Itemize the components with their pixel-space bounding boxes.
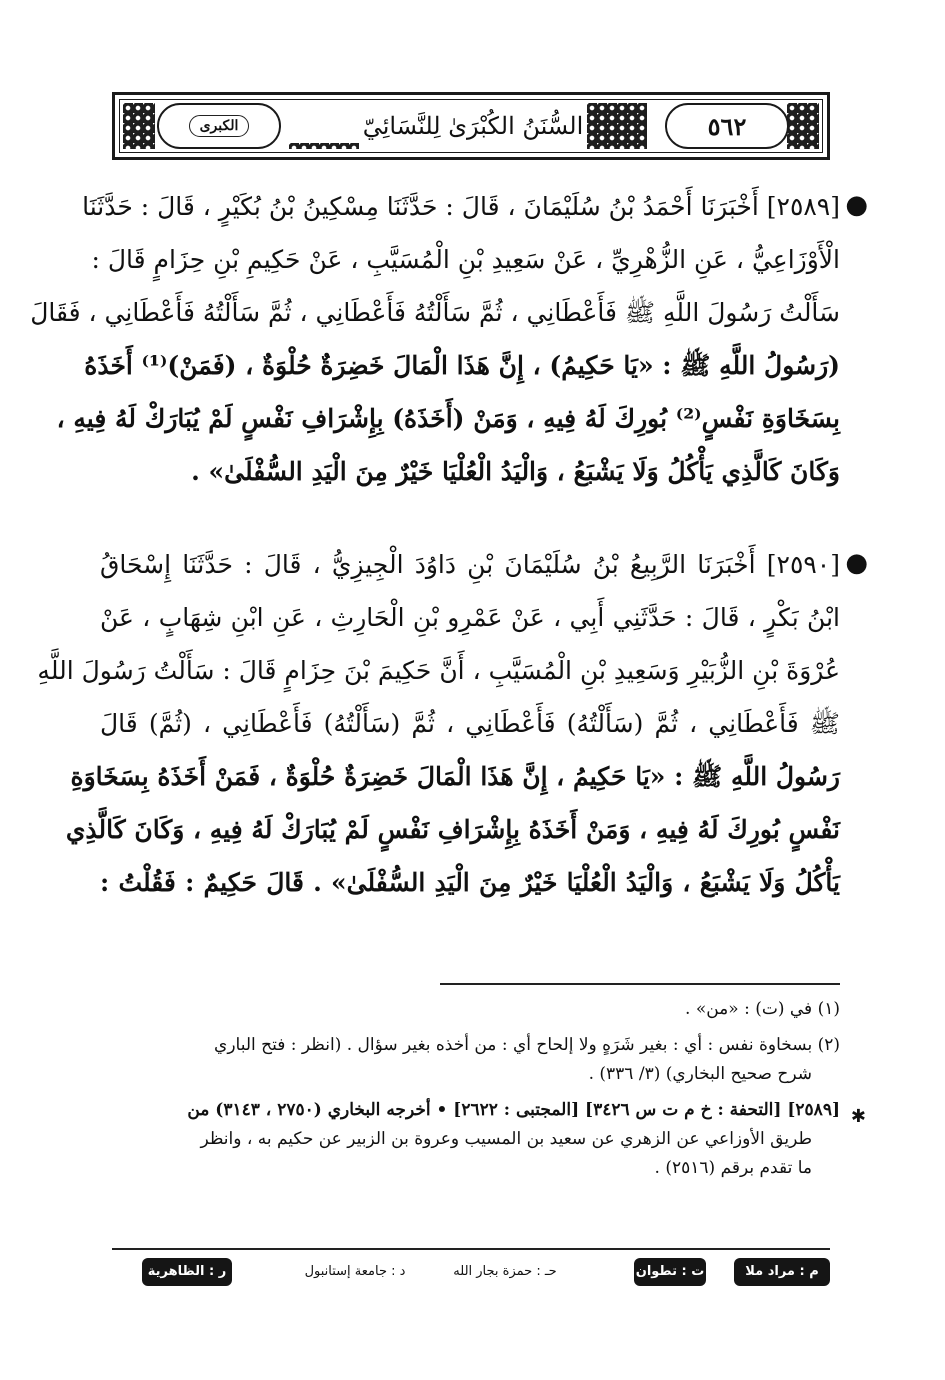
takhrij-line: طريق الأوزاعي عن الزهري عن سعيد بن المسيب وعروة بن الزبير عن حكيم به ، وانظر [200, 1129, 812, 1149]
footer-rule [112, 1248, 830, 1250]
footnote-2: (٢) بسخاوة نفس : أي : بغير شَرَهٍ ولا إلحاح أي : من أخذه بغير سؤال . (انظر : فتح الباري [214, 1035, 840, 1055]
header-ornament [289, 143, 359, 149]
book-logo: الكبرى [189, 115, 250, 137]
page-number: ٥٦٢ [707, 111, 747, 141]
siglum-d: د : جامعة إستانبول [304, 1264, 406, 1279]
siglum-t-badge: ت : تطوان [634, 1258, 706, 1286]
asterisk-icon: ✱ [850, 1106, 866, 1127]
header-ornament [587, 103, 647, 149]
text-line: [٢٥٩٠] أَخْبَرَنَا الرَّبِيعُ بْنُ سُلَيْمَانَ بْنِ دَاوُدَ الْجِيزِيُّ ، قَالَ : حَدَّثَنَا إِسْحَاقُ [100, 550, 840, 579]
siglum-h: حـ : حمزة بجار الله [453, 1264, 557, 1279]
page-number-medallion [665, 103, 789, 149]
text-line: عُرْوَةَ بْنِ الزُّبَيْرِ وَسَعِيدِ بْنِ الْمُسَيَّبِ ، أَنَّ حَكِيمَ بْنَ حِزَامٍ قَالَ : سَأَلْتُ رَسُولَ اللَّهِ [37, 656, 840, 685]
footnote-1: (١) في (ت) : «من» . [685, 999, 840, 1019]
text-line: نَفْسٍ بُورِكَ لَهُ فِيهِ ، وَمَنْ أَخَذَهُ بِإِشْرَافِ نَفْسٍ لَمْ يُبَارَكْ لَهُ فِيهِ ، وَكَانَ كَالَّذِي [65, 815, 840, 844]
hadith-2590 [37, 538, 868, 909]
bullet-icon: ● [845, 548, 868, 578]
running-title: السُّنَنُ الكُبْرَىٰ لِلنَّسَائِيّ [362, 112, 584, 140]
text-line: سَأَلْتُ رَسُولَ اللَّهِ ﷺ فَأَعْطَانِي ، ثُمَّ سَأَلْتُهُ فَأَعْطَانِي ، ثُمَّ سَأَلْتُهُ فَأَعْطَانِي ، فَقَالَ [30, 298, 840, 327]
siglum-m-badge: م : مراد ملا [734, 1258, 830, 1286]
footnote-separator [440, 983, 840, 985]
text-line: يَأْكُلُ وَلَا يَشْبَعُ ، وَالْيَدُ الْعُلْيَا خَيْرٌ مِنَ الْيَدِ السُّفْلَىٰ» . قَالَ حَكِيمٌ : فَقُلْتُ : [100, 868, 840, 897]
text-line: ابْنُ بَكْرٍ ، قَالَ : حَدَّثَنِي أَبِي ، عَنْ عَمْرِو بْنِ الْحَارِثِ ، عَنِ ابْنِ شِهَابٍ ، عَنْ [100, 603, 840, 632]
bullet-icon: ● [845, 190, 868, 220]
text-line: ﷺ فَأَعْطَانِي ، ثُمَّ (سَأَلْتُهُ) فَأَعْطَانِي ، ثُمَّ (سَأَلْتُهُ) فَأَعْطَانِي ، (ثُمَّ) قَالَ [100, 709, 840, 738]
text-line: رَسُولُ اللَّهِ ﷺ : «يَا حَكِيمُ ، إِنَّ هَذَا الْمَالَ خَضِرَةٌ حُلْوَةٌ ، فَمَنْ أَخَذَهُ بِسَخَاوَةِ [70, 762, 840, 791]
takhrij-line: [٢٥٨٩] [التحفة : خ م ت س ٣٤٢٦] [المجتبى : ٢٦٢٢] • أخرجه البخاري (٢٧٥٠ ، ٣١٤٣) من [187, 1100, 840, 1120]
header-ornament [123, 103, 155, 149]
book-logo-medallion [157, 103, 281, 149]
text-line: الْأَوْزَاعِيُّ ، عَنِ الزُّهْرِيِّ ، عَنْ سَعِيدِ بْنِ الْمُسَيَّبِ ، عَنْ حَكِيمِ بْنِ حِزَامٍ قَالَ : [91, 245, 840, 274]
siglum-r-badge: ر : الظاهرية [142, 1258, 232, 1286]
main-text [30, 180, 868, 909]
takhrij-block [100, 1096, 866, 1183]
header-ornament [787, 103, 819, 149]
takhrij-line: ما تقدم برقم (٢٥١٦) . [654, 1158, 812, 1178]
text-line: [٢٥٨٩] أَخْبَرَنَا أَحْمَدُ بْنُ سُلَيْمَانَ ، قَالَ : حَدَّثَنَا مِسْكِينُ بْنُ بُكَيْرٍ ، قَالَ : حَدَّثَنَا [82, 192, 840, 221]
footnote-2-continued: شرح صحيح البخاري) (٣/ ٣٣٦) . [588, 1064, 812, 1084]
text-line: (رَسُولُ اللَّهِ ﷺ : «يَا حَكِيمُ) ، إِنَّ هَذَا الْمَالَ خَضِرَةٌ حُلْوَةٌ ، (فَمَنْ)⁽¹⁾ أَخَذَهُ [84, 351, 840, 380]
hadith-2589 [30, 180, 868, 498]
manuscript-sigla-footer [112, 1256, 830, 1290]
footnotes [100, 995, 866, 1183]
text-line: وَكَانَ كَالَّذِي يَأْكُلُ وَلَا يَشْبَعُ ، وَالْيَدُ الْعُلْيَا خَيْرٌ مِنَ الْيَدِ السُّفْلَىٰ» . [191, 457, 840, 486]
text-line: بِسَخَاوَةِ نَفْسٍ⁽²⁾ بُورِكَ لَهُ فِيهِ ، وَمَنْ (أَخَذَهُ) بِإِشْرَافِ نَفْسٍ لَمْ يُبَارَكْ لَهُ فِيهِ ، [56, 404, 840, 433]
page-header [112, 92, 830, 160]
